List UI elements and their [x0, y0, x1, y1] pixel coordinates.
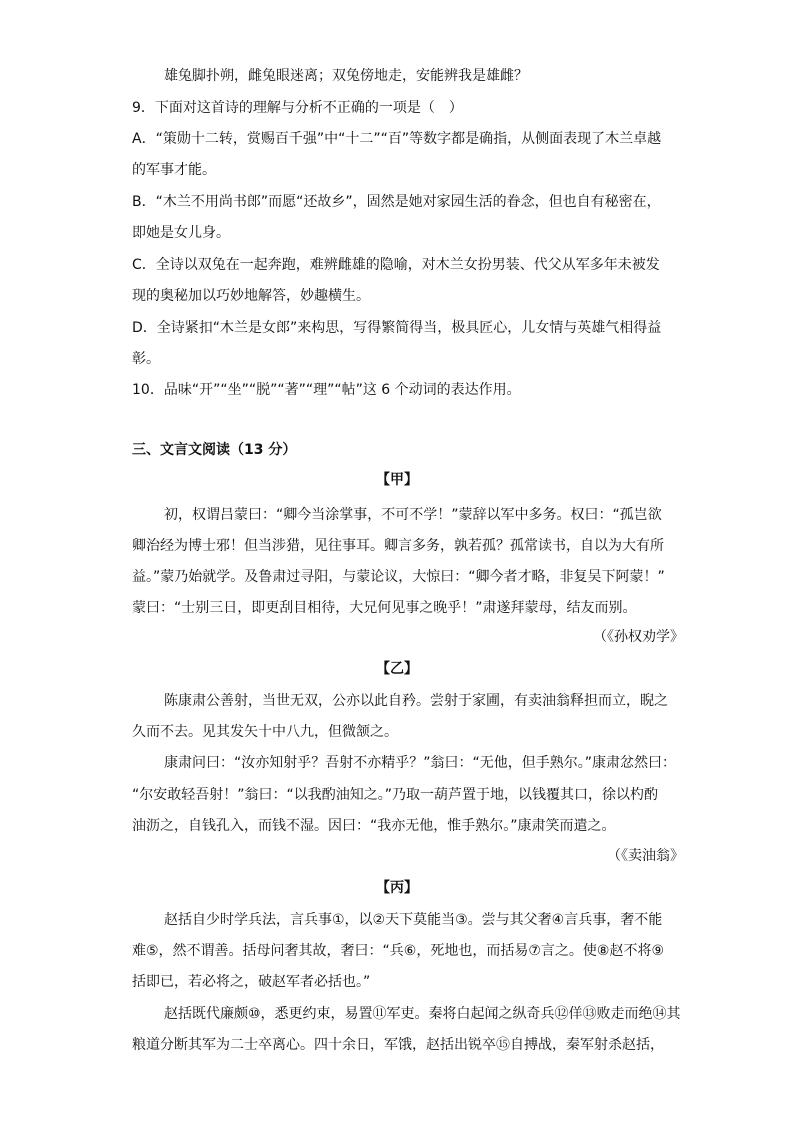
yi-p1-line-2: 久而不去。见其发矢十中八九，但微颔之。	[132, 724, 398, 740]
jia-line-3: 益。”蒙乃始就学。及鲁肃过寻阳，与蒙论议，大惊曰：“卿今者才略，非复吴下阿蒙！”	[132, 569, 665, 585]
option-a-line-2: 的军事才能。	[132, 162, 216, 178]
bing-p1-line-3: 括即已，若必将之，破赵军者必括也。”	[132, 974, 371, 990]
option-a-line-1: A．“策勋十二转，赏赐百千强”中“十二”“百”等数字都是确指，从侧面表现了木兰卓越	[132, 131, 662, 147]
yi-source: （《卖油翁》	[607, 848, 684, 864]
option-d-line-2: 彰。	[132, 351, 160, 367]
jia-line-2: 卿治经为博士邪！但当涉猎，见往事耳。卿言多务，孰若孤？孤常读书，自以为大有所	[132, 538, 664, 554]
option-c-line-2: 现的奥秘加以巧妙地解答，妙趣横生。	[132, 288, 370, 304]
jia-source: （《孙权劝学》	[593, 629, 684, 645]
bing-p2-line-1: 赵括既代廉颇⑩，悉更约束，易置⑪军吏。秦将白起闻之纵奇兵⑫佯⑬败走而绝⑭其	[164, 1006, 681, 1022]
question-10: 10．品味“开”“坐”“脱”“著”“理”“帖”这 6 个动词的表达作用。	[132, 382, 521, 398]
section-3-title: 三、文言文阅读（13 分）	[132, 442, 297, 458]
jia-line-1: 初，权谓吕蒙曰：“卿今当涂掌事，不可不学！”蒙辞以军中多务。权曰：“孤岂欲	[164, 507, 662, 523]
option-d-line-1: D．全诗紧扣“木兰是女郎”来构思，写得繁简得当，极具匠心，儿女情与英雄气相得益	[132, 320, 662, 336]
yi-p2-line-2: “尔安敢轻吾射！”翁曰：“以我酌油知之。”乃取一葫芦置于地，以钱覆其口，徐以杓酌	[132, 787, 659, 803]
yi-p2-line-1: 康肃问曰：“汝亦知射乎？吾射不亦精乎？”翁曰：“无他，但手熟尔。”康肃忿然曰：	[164, 755, 677, 771]
yi-p2-line-3: 油沥之，自钱孔入，而钱不湿。因曰：“我亦无他，惟手熟尔。”康肃笑而遣之。	[132, 818, 616, 834]
passage-jia-label: 【甲】	[376, 472, 418, 488]
option-b-line-2: 即她是女儿身。	[132, 225, 230, 241]
option-b-line-1: B．“木兰不用尚书郎”而愿“还故乡”，固然是她对家园生活的眷念，但也自有秘密在，	[132, 194, 661, 210]
jia-line-4: 蒙曰：“士别三日，即更刮目相待，大兄何见事之晚乎！”肃遂拜蒙母，结友而别。	[132, 600, 637, 616]
passage-bing-label: 【丙】	[376, 880, 418, 896]
poem-last-line: 雄兔脚扑朔，雌兔眼迷离；双兔傍地走，安能辨我是雄雌？	[164, 68, 528, 84]
question-9-stem: 9．下面对这首诗的理解与分析不正确的一项是（ ）	[132, 100, 463, 116]
bing-p1-line-2: 难⑤，然不谓善。括母问奢其故，奢曰：“兵⑥，死地也，而括易⑦言之。使⑧赵不将⑨	[132, 943, 665, 959]
bing-p2-line-2: 粮道分断其军为二士卒离心。四十余日，军饿，赵括出锐卒⑮自搏战，秦军射杀赵括，	[132, 1037, 664, 1053]
bing-p1-line-1: 赵括自少时学兵法，言兵事①，以②天下莫能当③。尝与其父奢④言兵事，奢不能	[164, 912, 663, 928]
yi-p1-line-1: 陈康肃公善射，当世无双，公亦以此自矜。尝射于家圃，有卖油翁释担而立，睨之	[164, 693, 668, 709]
passage-yi-label: 【乙】	[376, 661, 418, 677]
option-c-line-1: C．全诗以双兔在一起奔跑，难辨雌雄的隐喻，对木兰女扮男装、代父从军多年未被发	[132, 257, 660, 273]
